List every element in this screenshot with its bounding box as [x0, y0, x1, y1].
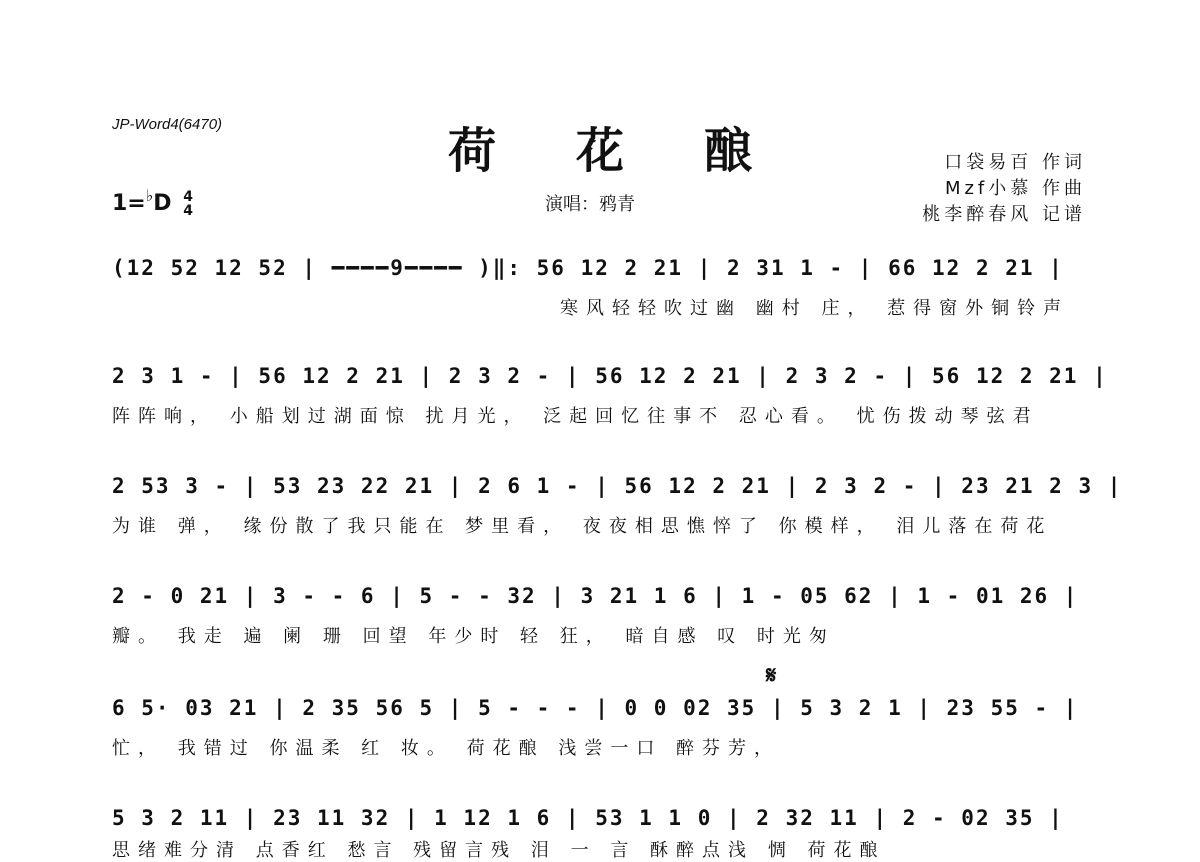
notation-row-4: 2 - 0 21 | 3 - - 6 | 5 - - 32 | 3 21 1 6 | 1 - 05 62 | 1 - 01 26 |	[112, 584, 1079, 608]
key-signature	[112, 186, 193, 219]
lyric-row-4: 瓣。 我走 遍 阑 珊 回望 年少时 轻 狂， 暗自感 叹 时光匆	[112, 626, 835, 647]
lyric-row-5: 忙， 我错过 你温柔 红 妆。 荷花酿 浅尝一口 醉芬芳，	[112, 738, 781, 759]
lyricist-credit: 口袋易百 作词	[944, 152, 1086, 173]
transcriber-credit: 桃李醉春风 记谱	[922, 204, 1086, 225]
time-top: 4	[183, 189, 193, 205]
segno-icon: 𝄋	[766, 660, 777, 689]
notation-row-5: 6 5· 03 21 | 2 35 56 5 | 5 - - - | 0 0 02 35 | 5 3 2 1 | 23 55 - |	[112, 696, 1079, 720]
flat-icon: ♭	[145, 186, 154, 205]
key-prefix: 1=	[112, 191, 146, 216]
software-label: JP-Word4(6470)	[112, 116, 223, 133]
composer-credit: Mzf小慕 作曲	[944, 178, 1086, 199]
credits-block	[922, 150, 1086, 228]
time-signature	[183, 190, 193, 218]
notation-row-6: 5 3 2 11 | 23 11 32 | 1 12 1 6 | 53 1 1 0 | 2 32 11 | 2 - 02 35 |	[112, 806, 1064, 830]
key-note: D	[153, 191, 172, 216]
time-bottom: 4	[183, 203, 193, 219]
notation-row-2: 2 3 1 - | 56 12 2 21 | 2 3 2 - | 56 12 2 21 | 2 3 2 - | 56 12 2 21 |	[112, 364, 1108, 388]
lyric-row-6: 思绪难分清 点香红 愁言 残留言残 泪 一 言 酥醉点浅 惆 荷花酿	[112, 840, 886, 861]
lyric-row-1: 寒风轻轻吹过幽 幽村 庄， 惹得窗外铜铃声	[560, 298, 1070, 319]
notation-row-3: 2 53 3 - | 53 23 22 21 | 2 6 1 - | 56 12 2 21 | 2 3 2 - | 23 21 2 3 |	[112, 474, 1123, 498]
lyric-row-2: 阵阵响， 小船划过湖面惊 扰月光， 泛起回忆往事不 忍心看。 忧伤拨动琴弦君	[112, 406, 1039, 427]
song-title: 荷花酿	[447, 123, 832, 179]
notation-row-1: (12 52 12 52 | ━━━━9━━━━ )‖: 56 12 2 21 | 2 31 1 - | 66 12 2 21 |	[112, 256, 1064, 280]
singer-credit: 演唱：鸦青	[545, 194, 635, 215]
lyric-row-3: 为谁 弹， 缘份散了我只能在 梦里看， 夜夜相思憔悴了 你模样， 泪儿落在荷花	[112, 516, 1053, 537]
